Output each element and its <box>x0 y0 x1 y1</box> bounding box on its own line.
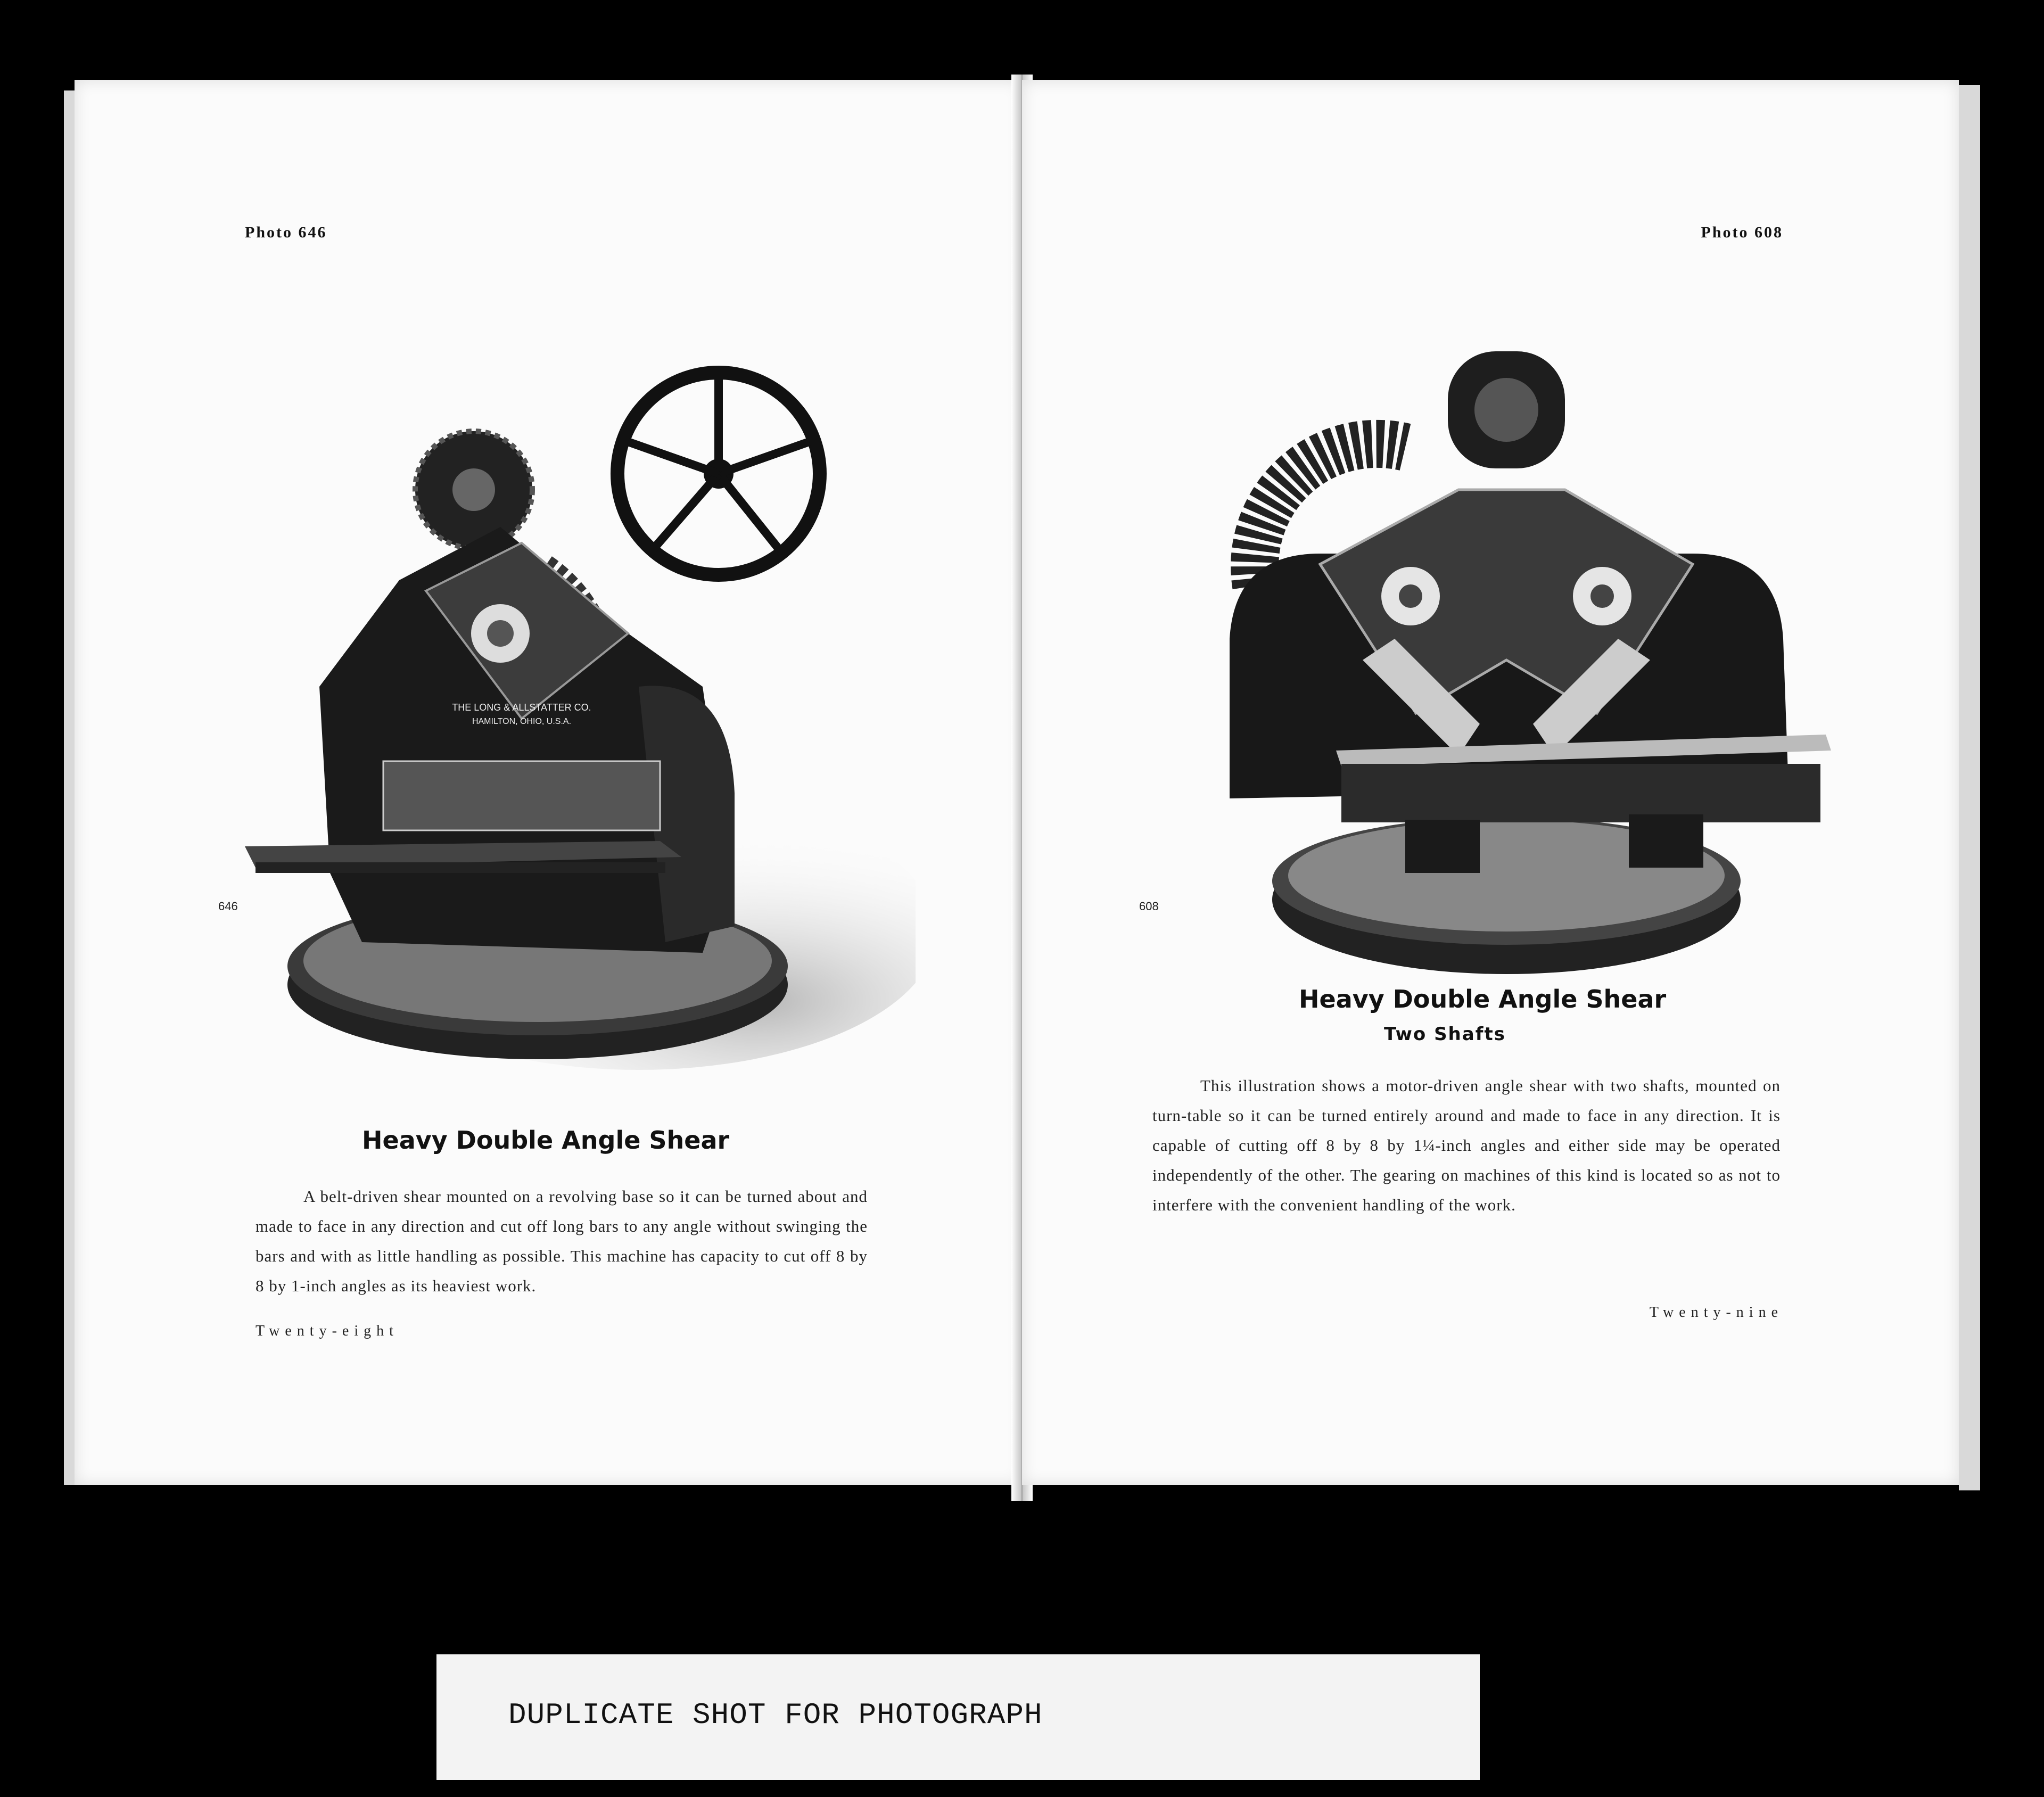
caption-body: This illustration shows a motor-driven angle shear with two shafts, mounted on turn-table so it can be turned entirely around and made to face in any direction. It is capable of cutting off 8 by 8 by 1¼-inch angles and either side may be operated independently of the other. The gearing on machines of this kind is located so as not to interfere with the convenient handling of the work. <box>1152 1076 1781 1214</box>
page-folio: Twenty-nine <box>1649 1304 1783 1321</box>
caption-title: Heavy Double Angle Shear <box>1299 985 1667 1013</box>
shear-photograph-608 <box>1139 255 1852 1022</box>
page-folio: Twenty-eight <box>256 1323 399 1339</box>
caption-subtitle: Two Shafts <box>1384 1024 1506 1045</box>
plate-number: 608 <box>1139 900 1159 913</box>
photo-label: Photo 608 <box>1701 224 1783 241</box>
open-book <box>64 75 1980 1501</box>
duplicate-shot-text: DUPLICATE SHOT FOR PHOTOGRAPH <box>508 1698 1043 1732</box>
photo-label: Photo 646 <box>245 224 327 241</box>
right-page <box>1022 80 1959 1485</box>
duplicate-shot-label <box>436 1654 1480 1780</box>
maker-plate-line-1: THE LONG & ALLSTATTER CO. <box>452 702 591 713</box>
caption-body: A belt-driven shear mounted on a revolving base so it can be turned about and made to face in any direction and cut off long bars to any angle without swinging the bars and with as little handling as possible. This machine has capacity to cut off 8 by 8 by 1-inch angles as its heaviest work. <box>256 1187 868 1295</box>
caption-title: Heavy Double Angle Shear <box>362 1126 730 1155</box>
left-page <box>75 80 1022 1485</box>
plate-number: 646 <box>218 900 238 913</box>
shear-photograph-646 <box>218 314 916 1102</box>
right-page-edges <box>1959 85 1980 1490</box>
maker-plate-line-2: HAMILTON, OHIO, U.S.A. <box>472 717 572 726</box>
